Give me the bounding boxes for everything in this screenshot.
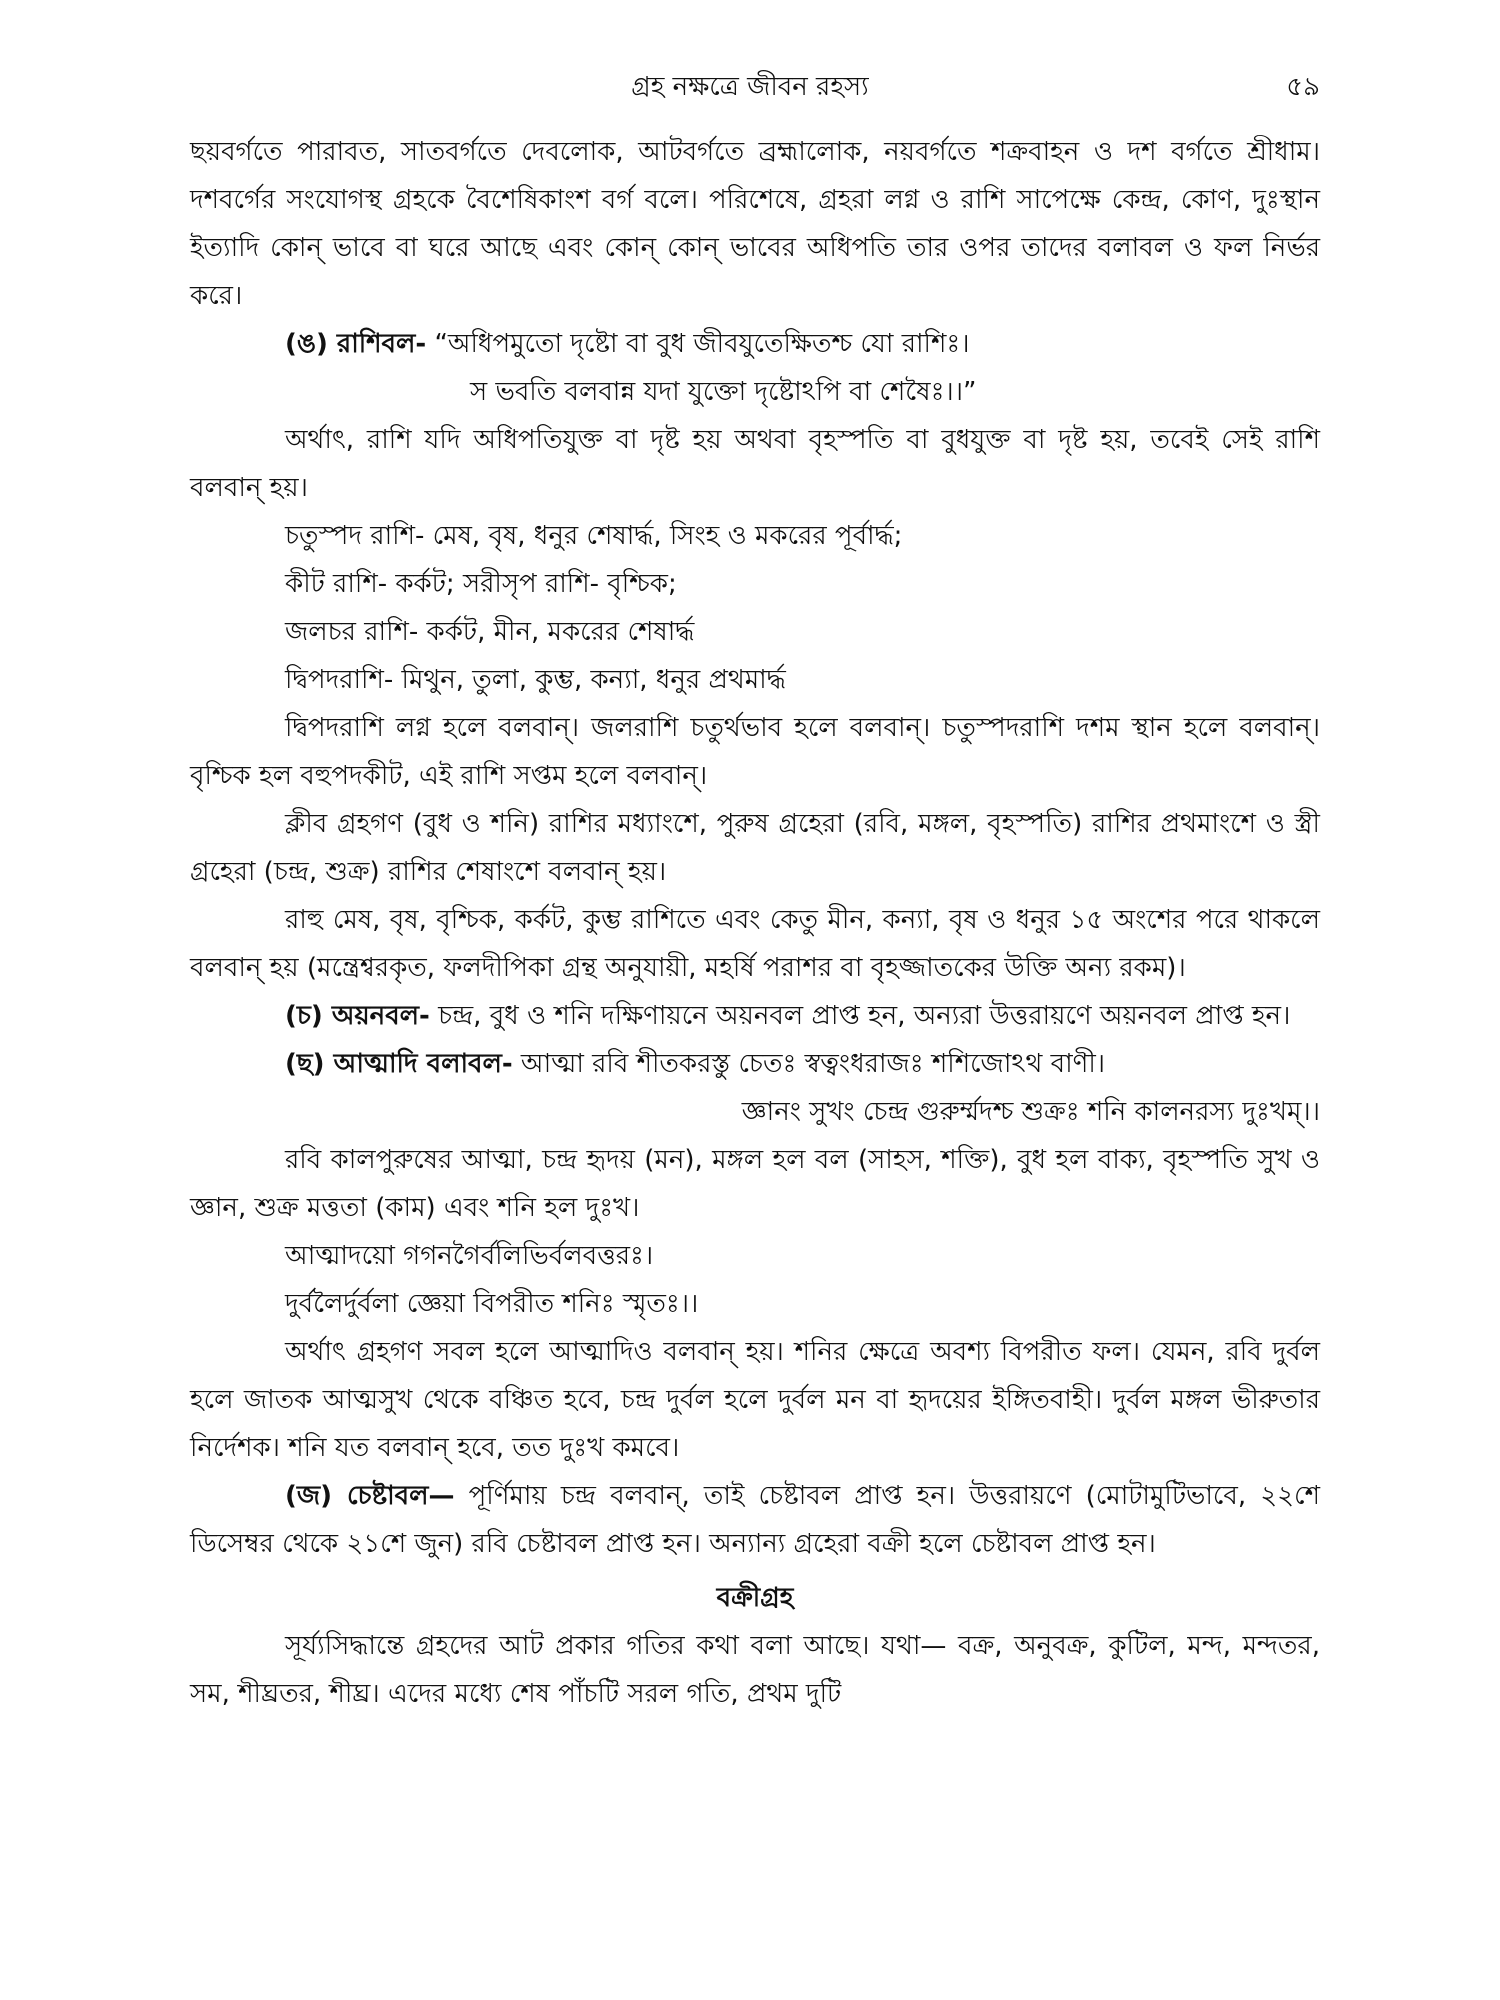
rashibal-label: (ঙ) রাশিবল- xyxy=(285,329,427,359)
paragraph-varga: ছয়বর্গতে পারাবত, সাতবর্গতে দেবলোক, আটবর্গতে ব্রহ্মালোক, নয়বর্গতে শক্রবাহন ও দশ বর্গতে শ্রীধাম। দশবর্গের সংযোগস্থ গ্রহকে বৈশেষিকাংশ বর্গ বলে। পরিশেষে, গ্রহরা লগ্ন ও রাশি সাপেক্ষে কেন্দ্র, কোণ, দুঃস্থান ইত্যাদি কোন্ ভাবে বা ঘরে আছে এবং কোন্ কোন্ ভাবের অধিপতি তার ওপর তাদের বলাবল ও ফল নির্ভর করে। xyxy=(190,137,1320,311)
paragraph-surya: সূর্য্যসিদ্ধান্তে গ্রহদের আট প্রকার গতির কথা বলা আছে। যথা— বক্র, অনুবক্র, কুটিল, মন্দ, মন্দতর, সম, শীঘ্রতর, শীঘ্র। এদের মধ্যে শেষ পাঁচটি সরল গতি, প্রথম দুটি xyxy=(190,1631,1320,1709)
paragraph-dwipad: দ্বিপদরাশি লগ্ন হলে বলবান্। জলরাশি চতুর্থভাব হলে বলবান্। চতুস্পদরাশি দশম স্থান হলে বলবান্। বৃশ্চিক হল বহুপদকীট, এই রাশি সপ্তম হলে বলবান্। xyxy=(190,713,1320,791)
verse-atmadayo-2: দুর্বলৈর্দুর্বলা জ্ঞেয়া বিপরীত শনিঃ স্মৃতঃ।। xyxy=(285,1289,699,1319)
atmadi-label: (ছ) আত্মাদি বলাবল- xyxy=(285,1049,513,1079)
section-heading: বক্রীগ্রহ xyxy=(716,1583,794,1613)
paragraph-cheshtabal xyxy=(190,1472,1320,1568)
cheshtabal-label: (জ) চেষ্টাবল— xyxy=(285,1481,455,1511)
cheshtabal-text: পূর্ণিমায় চন্দ্র বলবান্, তাই চেষ্টাবল প্রাপ্ত হন। উত্তরায়ণে (মোটামুটিভাবে, ২২শে ডিসেম্বর থেকে ২১শে জুন) রবি চেষ্টাবল প্রাপ্ত হন। অন্যান্য গ্রহেরা বক্রী হলে চেষ্টাবল প্রাপ্ত হন। xyxy=(190,1481,1320,1559)
verse-atmadayo-1: আত্মাদয়ো গগনগৈর্বলিভির্বলবত্তরঃ। xyxy=(285,1241,654,1271)
page-number: ৫৯ xyxy=(1286,72,1320,102)
list-item: জলচর রাশি- কর্কট, মীন, মকরের শেষার্দ্ধ xyxy=(285,617,695,647)
rashibal-verse-2: স ভবতি বলবান্ন যদা যুক্তো দৃষ্টোঽপি বা শেষৈঃ।।” xyxy=(470,377,977,407)
atmadi-text: আত্মা রবি শীতকরস্তু চেতঃ স্বত্বংধরাজঃ শশিজোঽথ বাণী। xyxy=(512,1049,1106,1079)
paragraph-ayanbal xyxy=(190,992,1320,1040)
page-header xyxy=(0,62,1500,102)
paragraph-arthat: অর্থাৎ গ্রহগণ সবল হলে আত্মাদিও বলবান্ হয়। শনির ক্ষেত্রে অবশ্য বিপরীত ফল। যেমন, রবি দুর্বল হলে জাতক আত্মসুখ থেকে বঞ্চিত হবে, চন্দ্র দুর্বল হলে দুর্বল মন বা হৃদয়ের ইঙ্গিতবাহী। দুর্বল মঙ্গল ভীরুতার নির্দেশক। শনি যত বলবান্ হবে, তত দুঃখ কমবে। xyxy=(190,1337,1320,1463)
rashibal-verse-1-text: “অধিপমুতো দৃষ্টো বা বুধ জীবযুতেক্ষিতশ্চ যো রাশিঃ। xyxy=(434,329,970,359)
running-title: গ্রহ নক্ষত্রে জীবন রহস্য xyxy=(631,72,869,102)
paragraph-kleeb: ক্লীব গ্রহগণ (বুধ ও শনি) রাশির মধ্যাংশে, পুরুষ গ্রহেরা (রবি, মঙ্গল, বৃহস্পতি) রাশির প্রথমাংশে ও স্ত্রী গ্রহেরা (চন্দ্র, শুক্র) রাশির শেষাংশে বলবান্ হয়। xyxy=(190,809,1320,887)
list-item: দ্বিপদরাশি- মিথুন, তুলা, কুম্ভ, কন্যা, ধনুর প্রথমার্দ্ধ xyxy=(285,665,786,695)
paragraph-atmadi xyxy=(190,1040,1320,1088)
rashibal-verse-1 xyxy=(190,320,1320,368)
ayanbal-label: (চ) অয়নবল- xyxy=(285,1001,430,1031)
paragraph-rahu: রাহু মেষ, বৃষ, বৃশ্চিক, কর্কট, কুম্ভ রাশিতে এবং কেতু মীন, কন্যা, বৃষ ও ধনুর ১৫ অংশের পরে থাকলে বলবান্ হয় (মন্ত্রেশ্বরকৃত, ফলদীপিকা গ্রন্থ অনুযায়ী, মহর্ষি পরাশর বা বৃহজ্জাতকের উক্তি অন্য রকম)। xyxy=(190,905,1320,983)
list-item: কীট রাশি- কর্কট; সরীসৃপ রাশি- বৃশ্চিক; xyxy=(285,569,677,599)
page-body xyxy=(190,128,1320,1718)
atmadi-verse: জ্ঞানং সুখং চেন্দ্র গুরুর্ম্মদশ্চ শুক্রঃ শনি কালনরস্য দুঃখম্।। xyxy=(741,1097,1320,1127)
paragraph-robi: রবি কালপুরুষের আত্মা, চন্দ্র হৃদয় (মন), মঙ্গল হল বল (সাহস, শক্তি), বুধ হল বাক্য, বৃহস্পতি সুখ ও জ্ঞান, শুক্র মত্ততা (কাম) এবং শনি হল দুঃখ। xyxy=(190,1145,1320,1223)
ayanbal-text: চন্দ্র, বুধ ও শনি দক্ষিণায়নে অয়নবল প্রাপ্ত হন, অন্যরা উত্তরায়ণে অয়নবল প্রাপ্ত হন। xyxy=(429,1001,1291,1031)
list-item: চতুস্পদ রাশি- মেষ, বৃষ, ধনুর শেষার্দ্ধ, সিংহ ও মকরের পূর্বার্দ্ধ; xyxy=(285,521,903,551)
paragraph-meaning: অর্থাৎ, রাশি যদি অধিপতিযুক্ত বা দৃষ্ট হয় অথবা বৃহস্পতি বা বুধযুক্ত বা দৃষ্ট হয়, তবেই সেই রাশি বলবান্ হয়। xyxy=(190,425,1320,503)
